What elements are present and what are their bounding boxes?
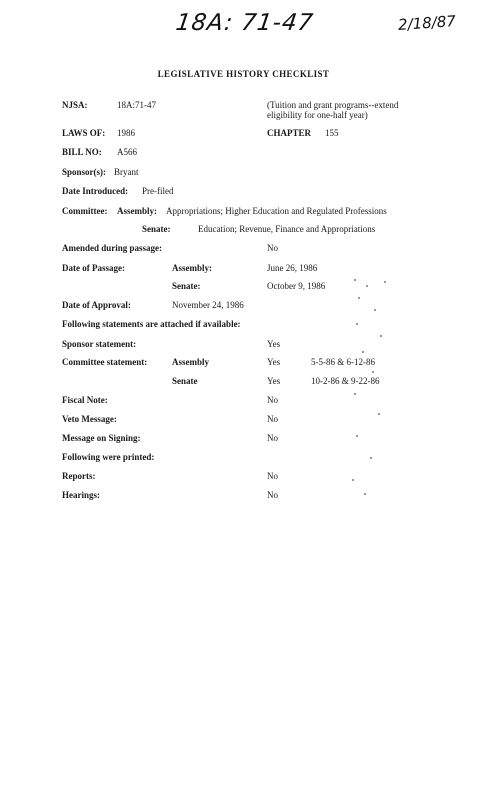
veto-message-label: Veto Message: bbox=[62, 414, 117, 424]
committee-statement-assembly-label: Assembly bbox=[172, 357, 210, 367]
message-on-signing-value: No bbox=[267, 433, 278, 443]
page-title: LEGISLATIVE HISTORY CHECKLIST bbox=[157, 69, 330, 79]
sponsors-label: Sponsor(s): bbox=[62, 167, 107, 177]
amended-value: No bbox=[267, 243, 278, 253]
sponsor-statement-label: Sponsor statement: bbox=[62, 339, 137, 349]
njsa-label: NJSA: bbox=[62, 100, 88, 110]
reports-label: Reports: bbox=[62, 471, 96, 481]
committee-statement-assembly-value: Yes bbox=[267, 357, 281, 367]
committee-senate-value: Education; Revenue, Finance and Appropriations bbox=[198, 224, 376, 234]
committee-assembly-label: Assembly: bbox=[117, 206, 157, 216]
reports-value: No bbox=[267, 471, 278, 481]
njsa-value: 18A:71-47 bbox=[117, 100, 156, 110]
laws-of-label: LAWS OF: bbox=[62, 128, 106, 138]
chapter-value: 155 bbox=[325, 128, 339, 138]
date-of-passage-label: Date of Passage: bbox=[62, 263, 125, 273]
message-on-signing-label: Message on Signing: bbox=[62, 433, 141, 443]
passage-senate-label: Senate: bbox=[172, 281, 201, 291]
committee-statement-senate-dates: 10-2-86 & 9-22-86 bbox=[311, 376, 380, 386]
amended-label: Amended during passage: bbox=[62, 243, 163, 253]
following-attached-heading: Following statements are attached if available: bbox=[62, 319, 241, 329]
committee-statement-assembly-dates: 5-5-86 & 6-12-86 bbox=[311, 357, 375, 367]
hearings-value: No bbox=[267, 490, 278, 500]
fiscal-note-label: Fiscal Note: bbox=[62, 395, 108, 405]
date-of-approval-label: Date of Approval: bbox=[62, 300, 131, 310]
bill-no-label: BILL NO: bbox=[62, 147, 102, 157]
veto-message-value: No bbox=[267, 414, 278, 424]
sponsors-value: Bryant bbox=[114, 167, 139, 177]
njsa-description-line2: eligibility for one-half year) bbox=[267, 110, 368, 120]
date-introduced-value: Pre-filed bbox=[142, 186, 174, 196]
scan-noise bbox=[344, 275, 404, 500]
following-printed-heading: Following were printed: bbox=[62, 452, 155, 462]
passage-assembly-value: June 26, 1986 bbox=[267, 263, 318, 273]
committee-statement-senate-value: Yes bbox=[267, 376, 281, 386]
fiscal-note-value: No bbox=[267, 395, 278, 405]
passage-senate-value: October 9, 1986 bbox=[267, 281, 326, 291]
passage-assembly-label: Assembly: bbox=[172, 263, 212, 273]
chapter-label: CHAPTER bbox=[267, 128, 312, 138]
hearings-label: Hearings: bbox=[62, 490, 100, 500]
committee-statement-label: Committee statement: bbox=[62, 357, 148, 367]
handwritten-code: 18A: 71-47 bbox=[174, 10, 316, 36]
date-introduced-label: Date Introduced: bbox=[62, 186, 129, 196]
laws-of-value: 1986 bbox=[117, 128, 135, 138]
committee-assembly-value: Appropriations; Higher Education and Regulated Professions bbox=[166, 206, 387, 216]
handwritten-date: 2/18/87 bbox=[397, 12, 457, 34]
njsa-description-line1: (Tuition and grant programs--extend bbox=[267, 100, 399, 110]
committee-senate-label: Senate: bbox=[142, 224, 171, 234]
committee-label: Committee: bbox=[62, 206, 108, 216]
bill-no-value: A566 bbox=[117, 147, 137, 157]
sponsor-statement-value: Yes bbox=[267, 339, 281, 349]
committee-statement-senate-label: Senate bbox=[172, 376, 198, 386]
date-of-approval-value: November 24, 1986 bbox=[172, 300, 244, 310]
